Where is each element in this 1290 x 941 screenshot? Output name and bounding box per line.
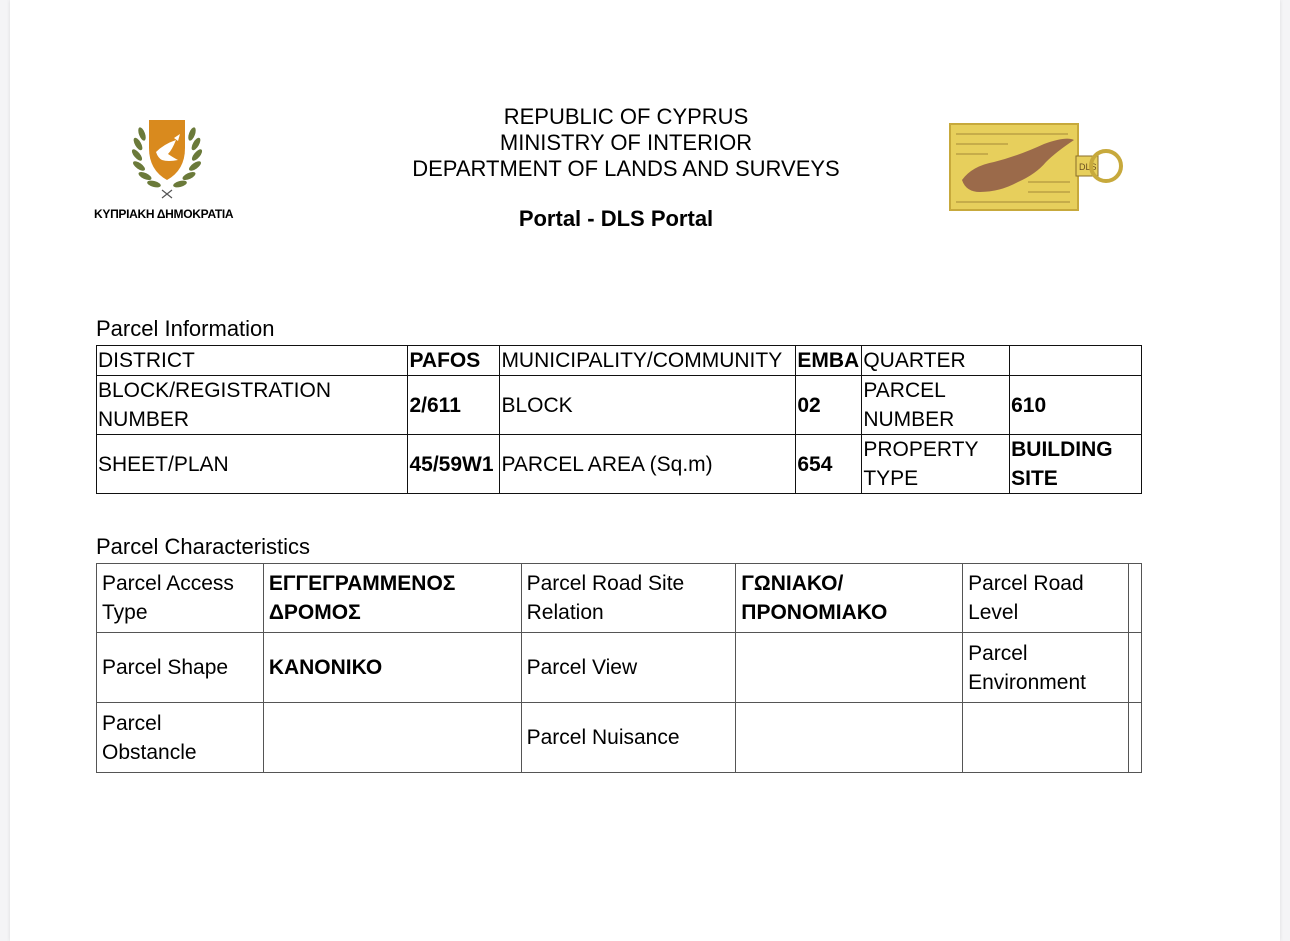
header-line-ministry: MINISTRY OF INTERIOR: [499, 130, 753, 155]
road-level-value: [1128, 564, 1141, 633]
parcel-number-value: 610: [1010, 376, 1142, 435]
nuisance-label: Parcel Nuisance: [521, 703, 736, 773]
road-level-label-line: Parcel Road: [968, 572, 1084, 595]
parcel-number-label: [862, 376, 1010, 435]
environment-label-line: Parcel: [968, 641, 1028, 665]
table-row: [97, 435, 1142, 494]
view-label: Parcel View: [521, 633, 736, 703]
dls-logo-icon: [948, 122, 1124, 214]
road-site-relation-value-line: ΓΩΝΙΑΚΟ/: [741, 572, 844, 595]
access-type-value-line: ΕΓΓΕΓΡΑΜΜΕΝΟΣ: [268, 572, 456, 595]
obstancle-label-line: Parcel: [102, 711, 162, 735]
obstancle-label: [97, 703, 264, 773]
parcel-area-label: PARCEL AREA (Sq.m): [500, 435, 796, 494]
emblem-caption: ΚΥΠΡΙΑΚΗ ΔΗΜΟΚΡΑΤΙΑ: [94, 207, 234, 221]
environment-label-line: Environment: [968, 670, 1086, 694]
district-value: PAFOS: [408, 346, 500, 376]
parcel-characteristics-title: Parcel Characteristics: [96, 534, 310, 559]
parcel-number-label-line: NUMBER: [863, 408, 955, 431]
shape-label: Parcel Shape: [97, 633, 264, 703]
view-value: [736, 633, 963, 703]
access-type-label-line: Type: [102, 601, 148, 624]
road-level-label-line: Level: [968, 601, 1019, 624]
nuisance-value: [736, 703, 963, 773]
block-value: 02: [796, 376, 862, 435]
table-row: [97, 376, 1142, 435]
road-site-relation-value: [736, 564, 963, 633]
parcel-characteristics-table: [96, 563, 1142, 773]
property-type-value-line: SITE: [1011, 467, 1058, 490]
parcel-information-title: Parcel Information: [96, 316, 275, 341]
sheet-plan-label: SHEET/PLAN: [97, 435, 408, 494]
property-type-value: [1010, 435, 1142, 494]
parcel-area-value: 654: [796, 435, 862, 494]
obstancle-value: [263, 703, 521, 773]
quarter-label: QUARTER: [862, 346, 1010, 376]
sheet-plan-value: 45/59W1: [408, 435, 500, 494]
parcel-number-label-line: PARCEL: [863, 379, 946, 402]
header-line-department: DEPARTMENT OF LANDS AND SURVEYS: [412, 156, 840, 181]
block-label: BLOCK: [500, 376, 796, 435]
obstancle-label-line: Obstancle: [102, 740, 197, 764]
road-site-relation-label-line: Parcel Road Site: [526, 572, 685, 595]
parcel-information-table: [96, 345, 1142, 494]
road-site-relation-value-line: ΠΡΟΝΟΜΙΑΚΟ: [741, 601, 888, 624]
road-site-relation-label-line: Relation: [526, 601, 604, 624]
municipality-value: EMBA: [796, 346, 862, 376]
quarter-value: [1010, 346, 1142, 376]
block-registration-label-line: NUMBER: [98, 408, 190, 431]
access-type-label-line: Parcel Access: [102, 572, 234, 595]
block-registration-label: [97, 376, 408, 435]
dls-logo-text: DLS: [1079, 162, 1097, 172]
district-label: DISTRICT: [97, 346, 408, 376]
municipality-label: MUNICIPALITY/COMMUNITY: [500, 346, 796, 376]
property-type-label: [862, 435, 1010, 494]
block-registration-label-line: BLOCK/REGISTRATION: [98, 379, 331, 402]
access-type-value-line: ΔΡΟΜΟΣ: [268, 601, 361, 624]
property-type-label-line: TYPE: [863, 467, 919, 490]
road-site-relation-label: [521, 564, 736, 633]
environment-value: [1128, 633, 1141, 703]
road-level-label: [963, 564, 1129, 633]
shape-value: ΚΑΝΟΝΙΚΟ: [263, 633, 521, 703]
portal-title: Portal - DLS Portal: [518, 206, 714, 231]
table-row: [97, 633, 1142, 703]
document-page: [10, 0, 1280, 941]
property-type-label-line: PROPERTY: [863, 438, 979, 461]
environment-label: [963, 633, 1129, 703]
property-type-value-line: BUILDING: [1011, 438, 1113, 461]
access-type-value: [263, 564, 521, 633]
header-line-republic: REPUBLIC OF CYPRUS: [503, 104, 749, 129]
block-registration-value: 2/611: [408, 376, 500, 435]
table-row: [97, 564, 1142, 633]
empty-cell: [963, 703, 1129, 773]
table-row: [97, 703, 1142, 773]
table-row: [97, 346, 1142, 376]
access-type-label: [97, 564, 264, 633]
empty-cell: [1128, 703, 1141, 773]
